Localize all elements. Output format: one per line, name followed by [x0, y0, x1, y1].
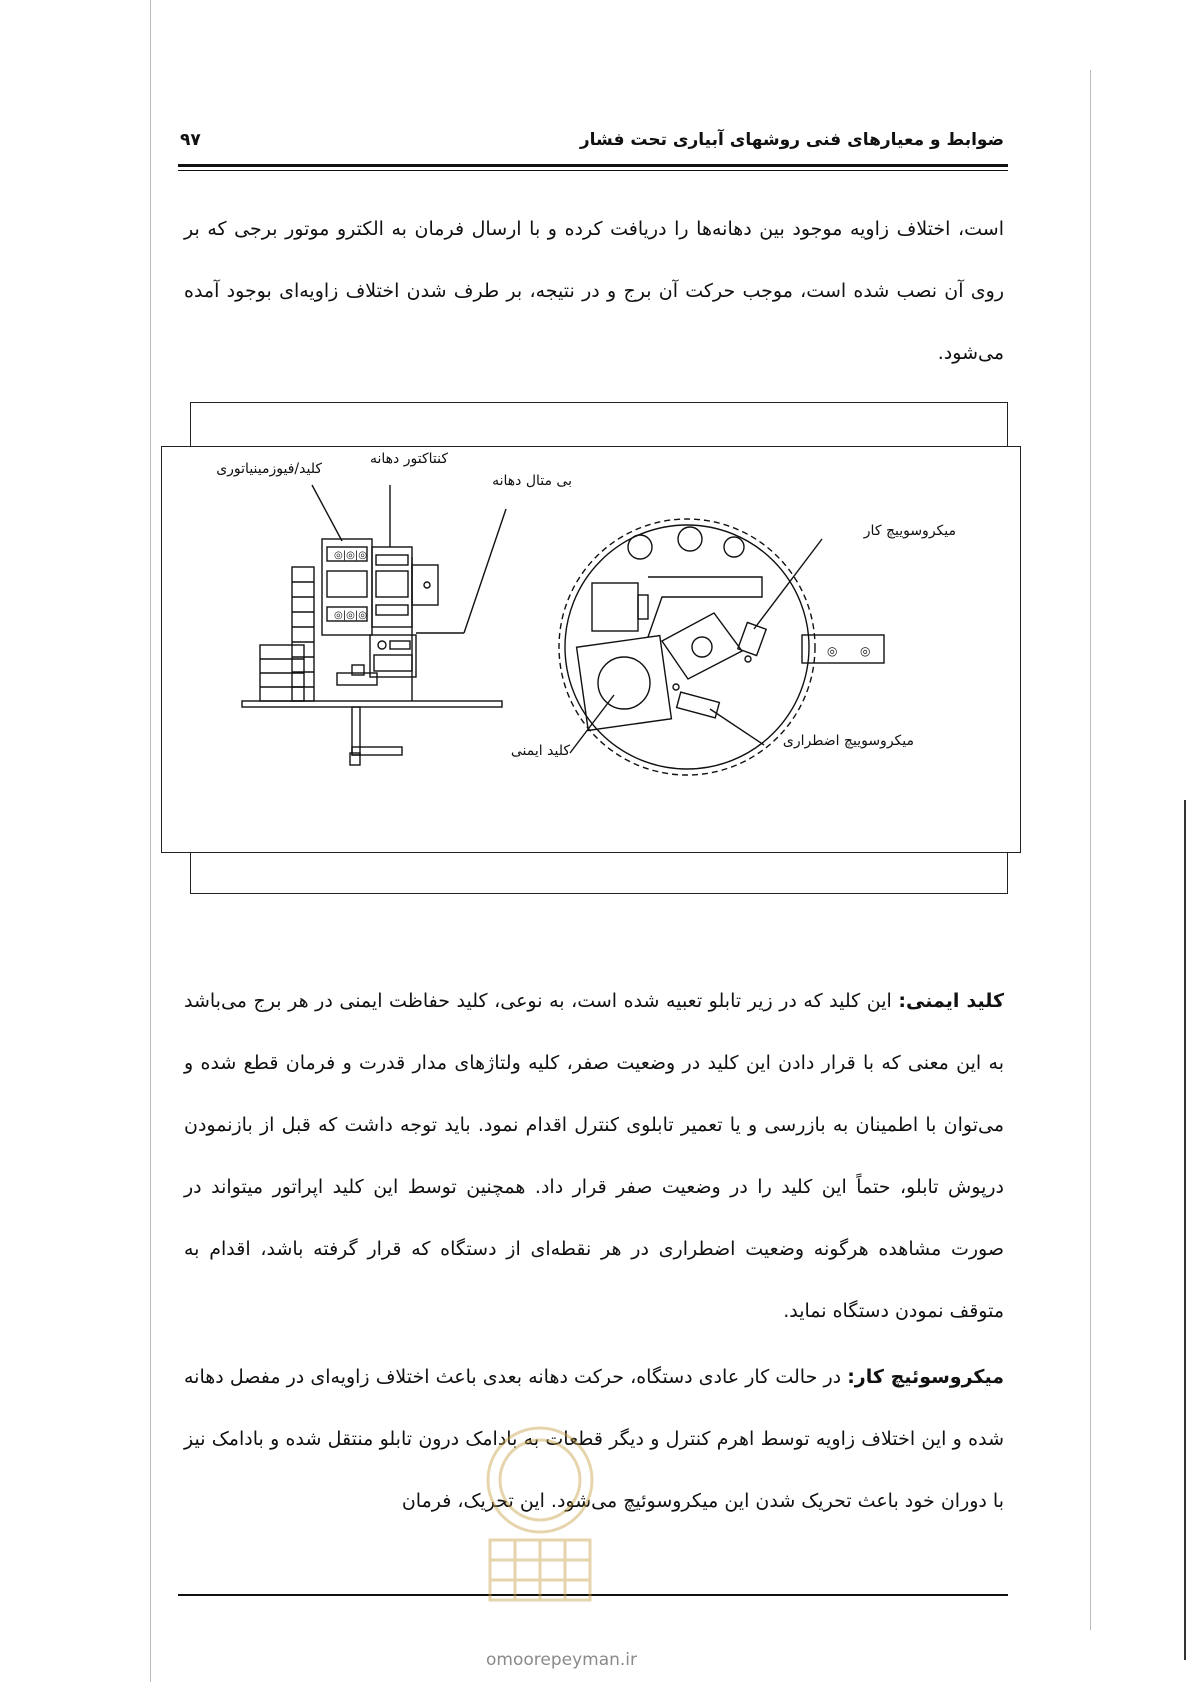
label-work-microswitch: میکروسوییچ کار — [863, 523, 956, 539]
svg-text:◎: ◎ — [827, 644, 838, 658]
port-hole-3 — [724, 537, 744, 557]
svg-text:◎|◎|◎: ◎|◎|◎ — [334, 610, 367, 621]
safety-key-term: کلید ایمنی: — [898, 990, 1004, 1012]
label-span-bimetal: بی متال دهانه — [492, 473, 572, 489]
intro-paragraph: است، اختلاف زاویه موجود بین دهانه‌ها را دریافت کرده و با ارسال فرمان به الکترو موتور برجی که بر روی آن نصب شده است، موجب حرکت آن برج و در نتیجه، بر طرف شدن اختلاف زاویه‌ای بوجود آمده می‌شود. — [184, 218, 1004, 364]
svg-text:◎: ◎ — [860, 644, 871, 658]
control-panel-diagram — [162, 447, 1020, 852]
motor-block — [592, 583, 638, 631]
terminal-strip — [292, 567, 314, 701]
port-hole-1 — [628, 535, 652, 559]
label-span-contactor: کنتاکتور دهانه — [370, 451, 448, 467]
safety-key-box — [577, 636, 672, 731]
running-header-title: ضوابط و معیارهای فنی روشهای آبیاری تحت فشار — [579, 130, 1004, 150]
work-microswitch-text: در حالت کار عادی دستگاه، حرکت دهانه بعدی باعث اختلاف زاویه‌ای در مفصل دهانه شده و این اختلاف زاویه توسط اهرم کنترل و دیگر قطعات به بادامک درون تابلو منتقل شده و بادامک نیز با دوران خود باعث تحریک شدن این میکروسوئیچ می‌شود. این تحریک، فرمان — [184, 1366, 1004, 1512]
svg-text:◎|◎|◎: ◎|◎|◎ — [334, 550, 367, 561]
page-number: ۹۷ — [180, 130, 201, 150]
watermark-site: omoorepeyman.ir — [486, 1650, 638, 1670]
panel-base-plate — [242, 701, 502, 707]
scan-edge-right — [1090, 70, 1091, 1630]
safety-key-knob — [598, 657, 650, 709]
label-fuse-key: کلید/فیوزمینیاتوری — [216, 461, 322, 477]
emergency-microswitch — [677, 692, 720, 718]
safety-key-text: این کلید که در زیر تابلو تعبیه شده است، به نوعی، کلید حفاظت ایمنی در هر برج می‌باشد به این معنی که با قرار دادن این کلید در وضعیت صفر، کلیه ولتاژهای مدار قدرت و فرمان قطع شده و می‌توان با اطمینان به بازرسی و یا تعمیر تابلوی کنترل اقدام نمود. باید توجه داشت که قبل از بازنمودن درپوش تابلو، حتماً این کلید را در وضعیت صفر قرار داد. همچنین توسط این کلید اپراتور میتواند در صورت مشاهده هرگونه وضعیت اضطراری در هر نقطه‌ای از دستگاه که قرار گرفته باشد، اقدام به متوقف نمودن دستگاه نماید. — [184, 990, 1004, 1322]
label-safety-key: کلید ایمنی — [510, 743, 570, 759]
header-rule-thick — [178, 164, 1008, 167]
din-rail — [412, 565, 438, 605]
work-microswitch-term: میکروسوئیچ کار: — [847, 1366, 1004, 1388]
label-emergency-microswitch: میکروسوییچ اضطراری — [782, 733, 914, 749]
cam — [692, 637, 712, 657]
leader-bimetal — [464, 509, 506, 633]
leader-emergency-microswitch — [710, 709, 764, 745]
figure-panel — [161, 446, 1021, 853]
leader-fuse — [312, 485, 342, 541]
cam-lever — [662, 613, 742, 679]
safety-key-paragraph — [184, 970, 1004, 1342]
leader-safety-key — [570, 695, 614, 753]
scan-edge-left — [150, 0, 151, 1682]
switch-shaft — [352, 707, 360, 755]
work-microswitch — [738, 622, 766, 655]
port-hole-2 — [678, 527, 702, 551]
scan-edge-right-dark — [1184, 800, 1186, 1660]
watermark-seal — [470, 1420, 610, 1610]
header-rule-thin — [178, 170, 1008, 171]
